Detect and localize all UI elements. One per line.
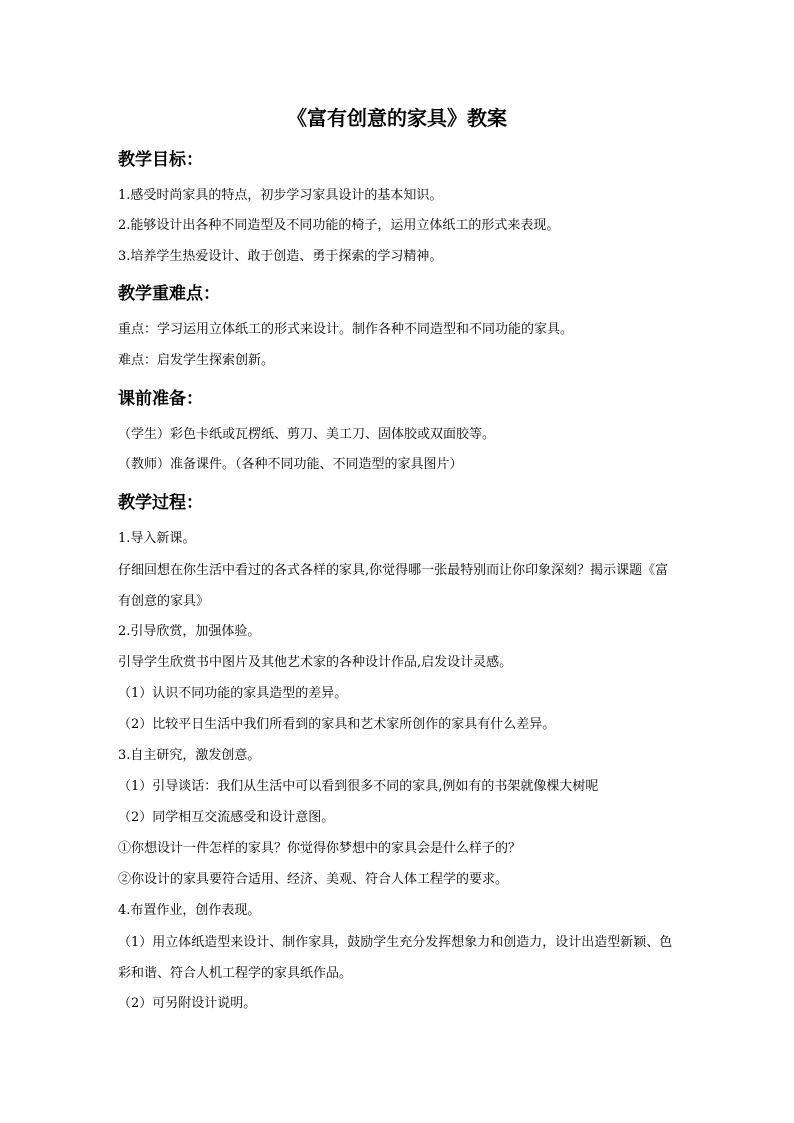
prep-item: （学生）彩色卡纸或瓦楞纸、剪刀、美工刀、固体胶或双面胶等。 (118, 427, 496, 442)
document-title: 《富有创意的家具》教案 (287, 106, 507, 130)
section-heading-prep: 课前准备： (118, 389, 203, 409)
section-heading-keypoints: 教学重难点： (118, 284, 220, 304)
process-line: （2）同学相互交流感受和设计意图。 (118, 810, 335, 825)
process-paragraph: 仔细回想在你生活中看过的各式各样的家具,你觉得哪一张最特别而让你印象深刻？揭示课题《富有创意的家具》 (118, 563, 669, 609)
process-line: （2）可另附设计说明。 (118, 996, 257, 1011)
goal-item: 3.培养学生热爱设计、敢于创造、勇于探索的学习精神。 (118, 249, 443, 264)
prep-item: （教师）准备课件。（各种不同功能、不同造型的家具图片） (118, 457, 463, 472)
process-line: （1）认识不同功能的家具造型的差异。 (118, 686, 348, 701)
process-line: 3.自主研究，激发创意。 (118, 748, 261, 763)
process-line: ②你设计的家具要符合适用、经济、美观、符合人体工程学的要求。 (118, 872, 509, 887)
keypoint-item: 重点：学习运用立体纸工的形式来设计。制作各种不同造型和不同功能的家具。 (118, 322, 574, 337)
process-line: 1.导入新课。 (118, 531, 196, 546)
keypoint-item: 难点：启发学生探索创新。 (118, 353, 275, 368)
process-line: 引导学生欣赏书中图片及其他艺术家的各种设计作品,启发设计灵感。 (118, 655, 513, 670)
section-heading-process: 教学过程： (118, 493, 203, 513)
process-line: （2）比较平日生活中我们所看到的家具和艺术家所创作的家具有什么差异。 (118, 717, 556, 732)
process-line: ①你想设计一件怎样的家具？你觉得你梦想中的家具会是什么样子的？ (118, 841, 522, 856)
process-line: 4.布置作业，创作表现。 (118, 903, 261, 918)
section-heading-goals: 教学目标： (118, 150, 203, 170)
process-line: 2.引导欣赏，加强体验。 (118, 624, 261, 639)
process-paragraph: （1）用立体纸造型来设计、制作家具，鼓励学生充分发挥想象力和创造力，设计出造型新颖、色彩和谐、符合人机工程学的家具纸作品。 (118, 935, 673, 981)
goal-item: 1.感受时尚家具的特点，初步学习家具设计的基本知识。 (118, 188, 443, 203)
process-line: （1）引导谈话：我们从生活中可以看到很多不同的家具,例如有的书架就像棵大树呢 (118, 779, 599, 794)
goal-item: 2.能够设计出各种不同造型及不同功能的椅子，运用立体纸工的形式来表现。 (118, 218, 560, 233)
